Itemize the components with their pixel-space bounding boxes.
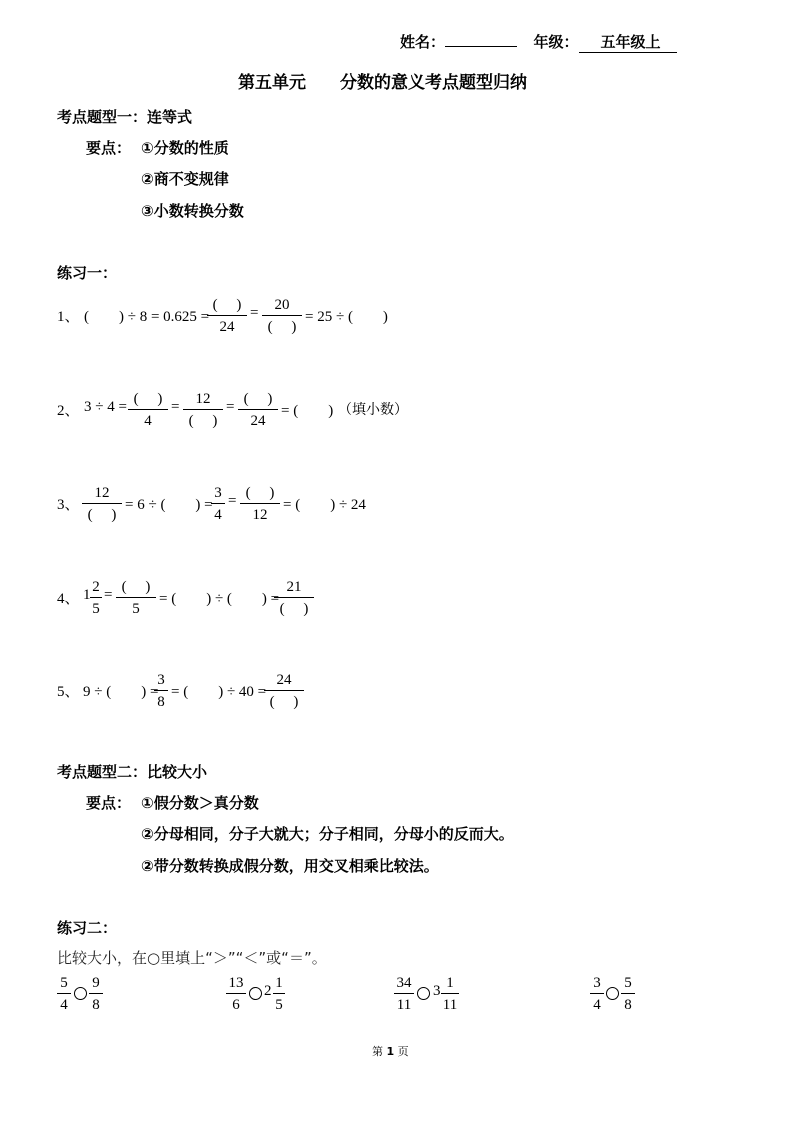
compare-1-circle[interactable] <box>74 987 87 1000</box>
q2-f1-den: 4 <box>144 413 152 429</box>
compare-4-right-num: 5 <box>624 975 632 991</box>
fraction-bar <box>57 993 71 994</box>
footer-suffix: 页 <box>397 1045 409 1058</box>
q1-f2-den: ( ) <box>267 319 297 335</box>
q3-eq1: = <box>228 493 237 509</box>
compare-2-left <box>226 974 246 1014</box>
q2-f2-num: 12 <box>195 391 211 407</box>
q5-f2-den: ( ) <box>269 694 299 710</box>
compare-3-circle[interactable] <box>417 987 430 1000</box>
q3-f1-num: 12 <box>94 485 110 501</box>
q4-fraction-1 <box>116 578 156 618</box>
fraction-bar <box>128 409 168 410</box>
q4-m-num: 2 <box>92 579 100 595</box>
q4-mixed-fraction <box>90 578 102 618</box>
section2-point-1: ①假分数＞真分数 <box>141 794 259 812</box>
q3-rhs: = ( ) ÷ 24 <box>283 497 366 513</box>
fraction-bar <box>154 690 168 691</box>
compare-2-right-num: 1 <box>275 975 283 991</box>
compare-1-right <box>89 974 103 1014</box>
footer-page-number: 1 <box>386 1045 395 1058</box>
q3-f1-den: ( ) <box>87 507 117 523</box>
q1-lhs: ( ) ÷ 8 = 0.625 = <box>84 309 210 325</box>
title-topic: 分数的意义考点题型归纳 <box>340 73 527 93</box>
q2-eq1: = <box>171 399 180 415</box>
q3-f2-num: 3 <box>214 485 222 501</box>
q5-f1-den: 8 <box>157 694 165 710</box>
compare-2-right-den: 5 <box>275 997 283 1013</box>
compare-1-left-num: 5 <box>60 975 68 991</box>
section2-point-2: ②分母相同，分子大就大；分子相同，分母小的反而大。 <box>141 825 514 843</box>
title-unit: 第五单元 <box>238 73 306 93</box>
fraction-bar <box>207 315 247 316</box>
q2-rhs: = ( ) <box>281 403 334 419</box>
compare-1-right-num: 9 <box>92 975 100 991</box>
compare-4-left-den: 4 <box>593 997 601 1013</box>
q1-f1-num: ( ) <box>212 297 242 313</box>
fraction-bar <box>90 597 102 598</box>
compare-3-left-num: 34 <box>396 975 412 991</box>
q5-f2-num: 24 <box>276 672 292 688</box>
header <box>400 31 677 53</box>
name-label: 姓名： <box>400 33 446 51</box>
compare-3-left-den: 11 <box>396 997 412 1013</box>
compare-3-right-whole: 3 <box>433 983 441 999</box>
q4-index: 4、 <box>57 591 80 607</box>
q2-f1-num: ( ) <box>133 391 163 407</box>
q4-f1-num: ( ) <box>121 579 151 595</box>
q1-fraction-1 <box>207 296 247 336</box>
section2-point-3: ②带分数转换成假分数，用交叉相乘比较法。 <box>141 857 439 875</box>
q4-f1-den: 5 <box>132 601 140 617</box>
q2-fraction-1 <box>128 390 168 430</box>
q2-f2-den: ( ) <box>188 413 218 429</box>
q2-fraction-2 <box>183 390 223 430</box>
compare-1-left-den: 4 <box>60 997 68 1013</box>
q4-fraction-2 <box>274 578 314 618</box>
fraction-bar <box>238 409 278 410</box>
page-title <box>238 68 527 93</box>
section1-points-label: 要点： <box>86 139 132 157</box>
q1-fraction-2 <box>262 296 302 336</box>
compare-4-left <box>590 974 604 1014</box>
q4-m-den: 5 <box>92 601 100 617</box>
q4-whole: 1 <box>83 587 91 603</box>
fraction-bar <box>211 503 225 504</box>
fraction-bar <box>89 993 103 994</box>
grade-label: 年级： <box>533 33 579 51</box>
grade-value: 五年级上 <box>579 31 677 53</box>
compare-2-right-whole: 2 <box>264 983 272 999</box>
q3-f3-den: 12 <box>252 507 268 523</box>
q4-f2-den: ( ) <box>279 601 309 617</box>
q1-f2-num: 20 <box>274 297 290 313</box>
compare-1-left <box>57 974 71 1014</box>
section1-point-1: ①分数的性质 <box>141 139 229 157</box>
section2-points-label: 要点： <box>86 794 132 812</box>
fraction-bar <box>273 993 285 994</box>
q5-lhs: 9 ÷ ( ) = <box>83 684 159 700</box>
q4-middle: = ( ) ÷ ( ) = <box>159 591 280 607</box>
q2-note: （填小数） <box>338 402 408 418</box>
fraction-bar <box>262 315 302 316</box>
compare-2-circle[interactable] <box>249 987 262 1000</box>
compare-2-left-den: 6 <box>232 997 240 1013</box>
fraction-bar <box>621 993 635 994</box>
section1-point-2: ②商不变规律 <box>141 170 229 188</box>
q2-f3-num: ( ) <box>243 391 273 407</box>
section2-heading: 考点题型二：比较大小 <box>57 763 208 781</box>
q3-fraction-3 <box>240 484 280 524</box>
fraction-bar <box>240 503 280 504</box>
q4-f2-num: 21 <box>286 579 302 595</box>
exercise2-instruction: 比较大小，在○里填上“＞”“＜”或“＝”。 <box>57 949 327 967</box>
section1-point-3: ③小数转换分数 <box>141 202 244 220</box>
q2-index: 2、 <box>57 403 80 419</box>
fraction-bar <box>116 597 156 598</box>
q3-f2-den: 4 <box>214 507 222 523</box>
q1-eq1: = <box>250 305 259 321</box>
compare-4-left-num: 3 <box>593 975 601 991</box>
q4-eq0: = <box>104 587 113 603</box>
q5-f1-num: 3 <box>157 672 165 688</box>
name-input[interactable] <box>445 32 517 47</box>
q5-middle: = ( ) ÷ 40 = <box>171 684 267 700</box>
compare-2-left-num: 13 <box>228 975 244 991</box>
fraction-bar <box>274 597 314 598</box>
exercise2-heading: 练习二： <box>57 919 118 937</box>
fraction-bar <box>82 503 122 504</box>
q3-f3-num: ( ) <box>245 485 275 501</box>
footer-prefix: 第 <box>372 1045 383 1058</box>
q2-f3-den: 24 <box>250 413 266 429</box>
fraction-bar <box>394 993 414 994</box>
compare-4-circle[interactable] <box>606 987 619 1000</box>
q1-rhs: = 25 ÷ ( ) <box>305 309 388 325</box>
fraction-bar <box>226 993 246 994</box>
compare-1-right-den: 8 <box>92 997 100 1013</box>
compare-4-right <box>621 974 635 1014</box>
q3-middle: = 6 ÷ ( ) = <box>125 497 213 513</box>
compare-3-right-den: 11 <box>442 997 458 1013</box>
compare-3-right <box>441 974 459 1014</box>
section1-heading: 考点题型一：连等式 <box>57 108 193 126</box>
q5-fraction-2 <box>264 671 304 711</box>
fraction-bar <box>264 690 304 691</box>
compare-3-right-num: 1 <box>446 975 454 991</box>
q1-index: 1、 <box>57 309 80 325</box>
fraction-bar <box>183 409 223 410</box>
q2-lhs: 3 ÷ 4 = <box>84 399 127 415</box>
q3-fraction-2 <box>211 484 225 524</box>
q5-index: 5、 <box>57 684 80 700</box>
exercise1-heading: 练习一： <box>57 264 118 282</box>
fraction-bar <box>590 993 604 994</box>
page-footer <box>372 1043 409 1059</box>
fraction-bar <box>441 993 459 994</box>
q2-fraction-3 <box>238 390 278 430</box>
compare-2-right <box>273 974 285 1014</box>
q3-fraction-1 <box>82 484 122 524</box>
q3-index: 3、 <box>57 497 80 513</box>
q1-f1-den: 24 <box>219 319 235 335</box>
compare-3-left <box>394 974 414 1014</box>
q5-fraction-1 <box>154 671 168 711</box>
q2-eq2: = <box>226 399 235 415</box>
compare-4-right-den: 8 <box>624 997 632 1013</box>
